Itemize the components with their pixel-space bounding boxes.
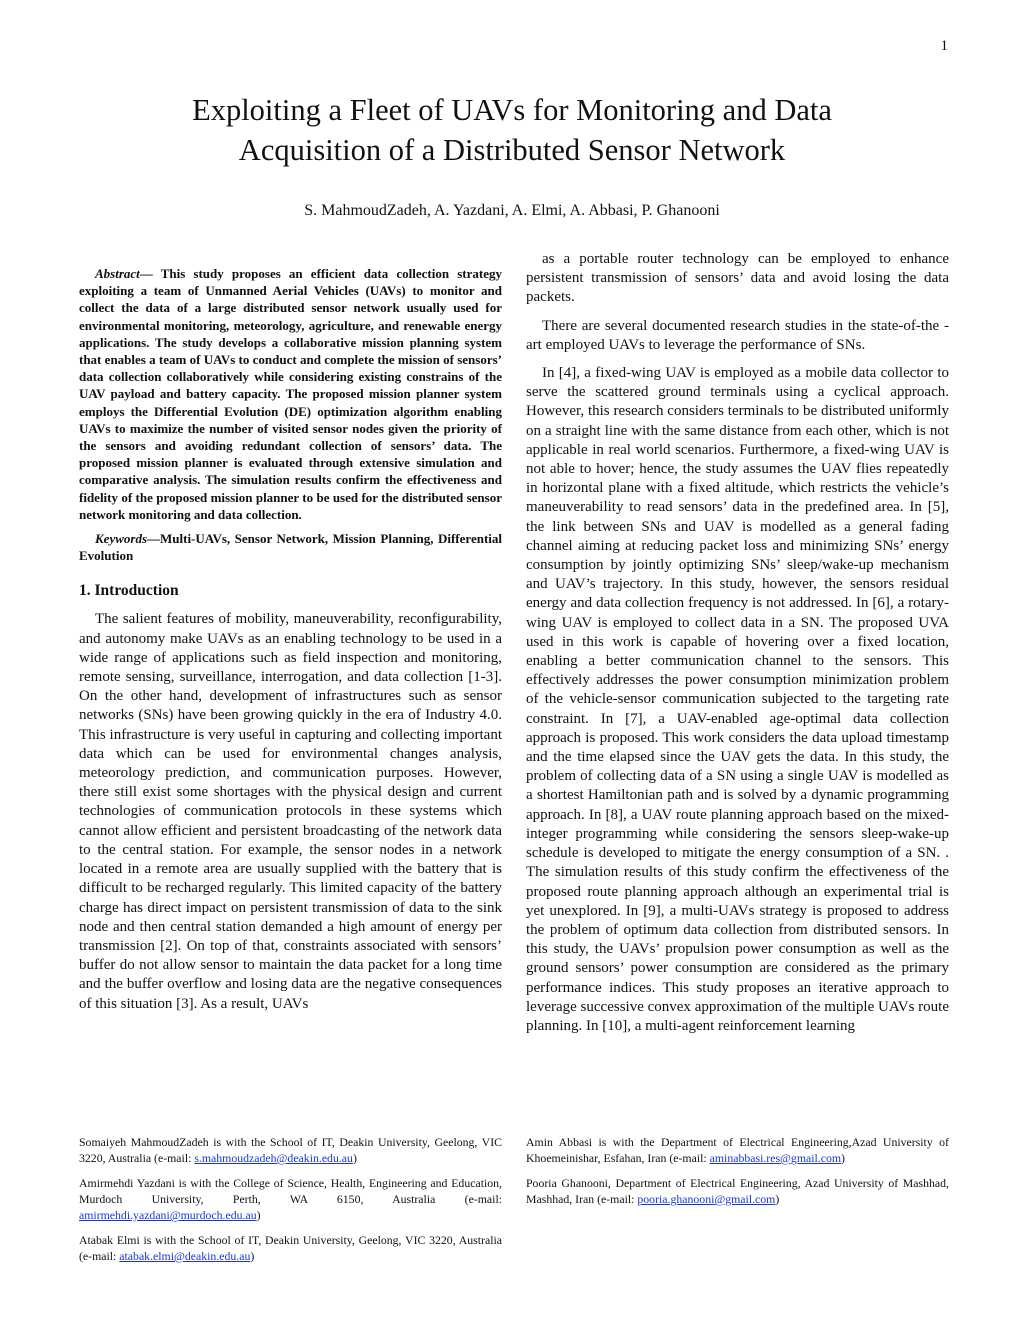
footnote-text: Pooria Ghanooni, Department of Electrical Engineering, Azad University of Mashhad, Mashhad, Iran (e-mail:: [526, 1176, 949, 1206]
email-link[interactable]: aminabbasi.res@gmail.com: [709, 1151, 842, 1165]
author-footnote: [79, 1175, 502, 1223]
footnote-text: Amin Abbasi is with the Department of Electrical Engineering,Azad University of Khoemeinishar, Esfahan, Iran (e-mail:: [526, 1135, 949, 1165]
email-link[interactable]: amirmehdi.yazdani@murdoch.edu.au: [79, 1208, 257, 1222]
footnote-end: ): [256, 1208, 261, 1222]
email-link[interactable]: pooria.ghanooni@gmail.com: [637, 1192, 776, 1206]
keywords-text: Multi-UAVs, Sensor Network, Mission Planning, Differential Evolution: [79, 531, 502, 564]
paper-title-line-2: Acquisition of a Distributed Sensor Network: [238, 133, 786, 167]
author-footnote: [79, 1232, 502, 1264]
email-link[interactable]: s.mahmoudzadeh@deakin.edu.au: [194, 1151, 353, 1165]
footnote-end: ): [841, 1151, 845, 1165]
footnotes-left: [79, 1134, 502, 1273]
keywords-label: Keywords: [95, 531, 147, 547]
abstract: [79, 265, 502, 523]
abstract-label: Abstract: [95, 266, 140, 281]
author-footnote: [526, 1175, 949, 1207]
paper-title-line-1: Exploiting a Fleet of UAVs for Monitoring and Data: [192, 93, 832, 127]
abstract-text: This study proposes an efficient data collection strategy exploiting a team of Unmanned Aerial Vehicles (UAVs) to monitor and collect the data of a large distributed sensor network usually used for environmental monitoring, meteorology, agriculture, and renewable energy applications. The study develops a collaborative mission planning system that enables a team of UAVs to conduct and complete the mission of sensors’ data collection collaboratively while considering existing constrains of the UAV payload and battery capacity. The proposed mission planner system employs the Differential Evolution (DE) optimization algorithm enabling UAVs to maximize the number of visited sensor nodes given the priority of the sensors and avoiding redundant collection of sensors’ data. The proposed mission planner is evaluated through extensive simulation and comparative analysis. The simulation results confirm the effectiveness and fidelity of the proposed mission planner to be used for the distributed sensor network monitoring and data collection.: [79, 266, 502, 522]
body-paragraph: as a portable router technology can be employed to enhance persistent transmission of sensors’ data and avoid losing the data packets.: [526, 251, 949, 306]
footnote-text: Somaiyeh MahmoudZadeh is with the School of IT, Deakin University, Geelong, VIC 3220, Australia (e-mail:: [79, 1135, 502, 1165]
section-heading-introduction: 1. Introduction: [79, 582, 179, 600]
keywords-dash: —: [147, 531, 160, 547]
page-number: 1: [940, 38, 948, 54]
abstract-dash: —: [139, 266, 161, 281]
footnote-end: ): [250, 1249, 255, 1263]
email-link[interactable]: atabak.elmi@deakin.edu.au: [119, 1249, 251, 1263]
author-footnote: [79, 1134, 502, 1166]
body-paragraph: There are several documented research studies in the state-of-the -art employed UAVs to leverage the performance of SNs.: [526, 317, 949, 353]
right-column: [526, 250, 949, 1045]
footnote-text: Atabak Elmi is with the School of IT, Deakin University, Geelong, VIC 3220, Australia (e-mail:: [79, 1233, 502, 1263]
author-list: S. MahmoudZadeh, A. Yazdani, A. Elmi, A. Abbasi, P. Ghanooni: [304, 202, 720, 219]
author-footnote: [526, 1134, 949, 1166]
body-paragraph: In [4], a fixed-wing UAV is employed as a mobile data collector to serve the scattered ground terminals using a cyclical approach. However, this research considers terminals to be distributed uniformly on a straight line with the same distance from each other, which is not applicable in real world scenarios. Furthermore, a fixed-wing UAV is not able to hover; hence, the study assumes the UAV flies repeatedly in horizontal plane with a fixed altitude, which restricts the vehicle’s maneuverability to read sensors’ data in the predefined area. In [5], the link between SNs and UAV is modelled as a general fading channel aiming at reducing packet loss and minimizing SNs’ energy consumption by jointly optimizing SNs’ sleep/wake-up mechanism and UAV’s trajectory. In this study, however, the sensors residual energy and data collection frequency is not addressed. In [6], a rotary-wing UAV is employed to collect data in a SN. The proposed UVA used in this work is capable of hovering over a fixed location, enabling a better communication channel to the sensors. This effectively addresses the power consumption minimization problem of the vehicle-sensor communication subjected to the targeting rate constraint. In [7], a UAV-enabled age-optimal data collection approach is proposed. This work considers the data upload timestamp and the time elapsed since the UAV gets the data. In this study, the problem of collecting data of a SN using a single UAV is modelled as a shortest Hamiltonian path and is solved by a dynamic programming approach. In [8], a UAV route planning approach based on the mixed-integer programming while considering the sensors sleep-wake-up schedule is developed to mitigate the energy consumption of a SN. . The simulation results of this study confirm the effectiveness of the proposed route planning approach although an experimental trial is yet unexplored. In [9], a multi-UAVs strategy is proposed to address the problem of optimum data collection from distributed sensors. In this study, the UAVs’ propulsion power consumption as well as the ground sensors’ power consumption are considered as the primary performance indices. This study proposes an iterative approach to leverage successive convex approximation of the multiple UAVs route planning. In [10], a multi-agent reinforcement learning: [526, 365, 949, 1034]
footnote-end: ): [352, 1151, 357, 1165]
footnotes-right: [526, 1134, 949, 1216]
keywords: [79, 530, 502, 564]
footnote-text: Amirmehdi Yazdani is with the College of Science, Health, Engineering and Education, Murdoch University, Perth, WA 6150, Australia (e-mail:: [79, 1176, 502, 1206]
left-column: [79, 265, 502, 1023]
paper-title: [0, 90, 1024, 170]
intro-paragraph: The salient features of mobility, maneuverability, reconfigurability, and autonomy make UAVs as an enabling technology to be used in a wide range of applications such as field inspection and monitoring, remote sensing, surveillance, interrogation, and data collection [1-3]. On the other hand, development of infrastructures such as sensor networks (SNs) have been growing quickly in the era of Industry 4.0. This infrastructure is very useful in capturing and collecting important data which can be used for environmental changes analysis, meteorology prediction, and communication purposes. However, there still exist some shortages with the physical design and current technologies of communication protocols in these systems which cannot allow efficient and persistent broadcasting of the network data to the central station. For example, the sensor nodes in a network located in a remote area are usually supplied with the battery that is difficult to be recharged regularly. This limited capacity of the battery charge has direct impact on persistent transmission of data to the sink node and then central station demanded a high amount of energy per transmission [2]. On top of that, constraints associated with sensors’ buffer do not allow sensor to maintain the data packet for a long time and the buffer overflow and losing data are the negative consequences of this situation [3]. As a result, UAVs: [79, 611, 502, 1012]
footnote-end: ): [775, 1192, 780, 1206]
